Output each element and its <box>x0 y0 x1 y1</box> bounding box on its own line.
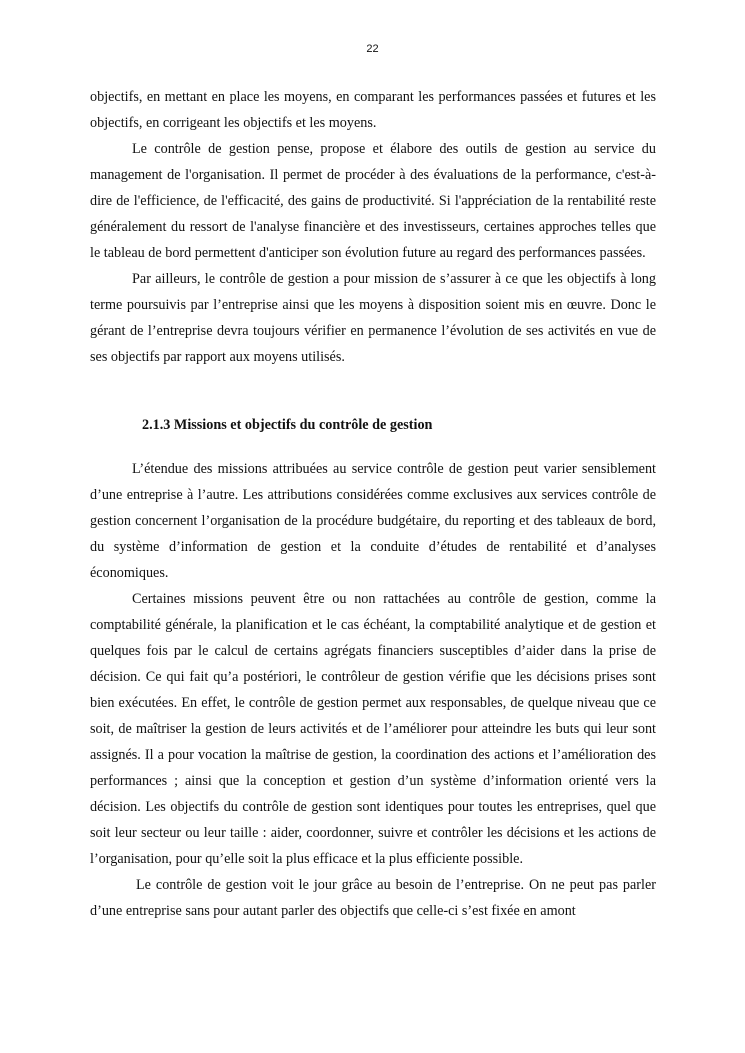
document-body <box>90 84 656 924</box>
paragraph: objectifs, en mettant en place les moyens, en comparant les performances passées et futures et les objectifs, en corrigeant les objectifs et les moyens. <box>90 89 656 131</box>
page-number: 22 <box>366 43 379 55</box>
paragraph: Certaines missions peuvent être ou non rattachées au contrôle de gestion, comme la comptabilité générale, la planification et le cas échéant, la comptabilité analytique et de gestion et quelques fois par le calcul de certains agrégats financiers susceptibles d’aider dans la prise de décision. Ce qui fait qu’a postériori, le contrôleur de gestion vérifie que les décisions prises sont bien exécutées. En effet, le contrôle de gestion permet aux responsables, de quelque niveau que ce soit, de maîtriser la gestion de leurs activités et de l’améliorer pour atteindre les buts qui leur sont assignés. Il a pour vocation la maîtrise de gestion, la coordination des actions et l’amélioration des performances ; ainsi que la conception et gestion d’un système d’information orienté vers la décision. Les objectifs du contrôle de gestion sont identiques pour toutes les entreprises, quel que soit leur secteur ou leur taille : aider, coordonner, suivre et contrôler les décisions et les actions de l’organisation, pour qu’elle soit la plus efficace et la plus efficiente possible. <box>90 591 656 867</box>
section-heading: 2.1.3 Missions et objectifs du contrôle de gestion <box>142 417 433 433</box>
paragraph: L’étendue des missions attribuées au service contrôle de gestion peut varier sensiblement d’une entreprise à l’autre. Les attributions considérées comme exclusives aux services contrôle de gestion concernent l’organisation de la procédure budgétaire, du reporting et des tableaux de bord, du système d’information de gestion et la conduite d’études de rentabilité et d’analyses économiques. <box>90 461 656 581</box>
paragraph: Le contrôle de gestion pense, propose et élabore des outils de gestion au service du management de l'organisation. Il permet de procéder à des évaluations de la performance, c'est-à-dire de l'efficience, de l'efficacité, des gains de productivité. Si l'appréciation de la rentabilité reste généralement du ressort de l'analyse financière et des investisseurs, certaines approches telles que le tableau de bord permettent d'anticiper son évolution future au regard des performances passées. <box>90 141 656 261</box>
paragraph: Par ailleurs, le contrôle de gestion a pour mission de s’assurer à ce que les objectifs à long terme poursuivis par l’entreprise ainsi que les moyens à disposition soient mis en œuvre. Donc le gérant de l’entreprise devra toujours vérifier en permanence l’évolution de ses activités en vue de ses objectifs par rapport aux moyens utilisés. <box>90 271 656 365</box>
paragraph: Le contrôle de gestion voit le jour grâce au besoin de l’entreprise. On ne peut pas parler d’une entreprise sans pour autant parler des objectifs que celle-ci s’est fixée en amont <box>90 877 656 919</box>
